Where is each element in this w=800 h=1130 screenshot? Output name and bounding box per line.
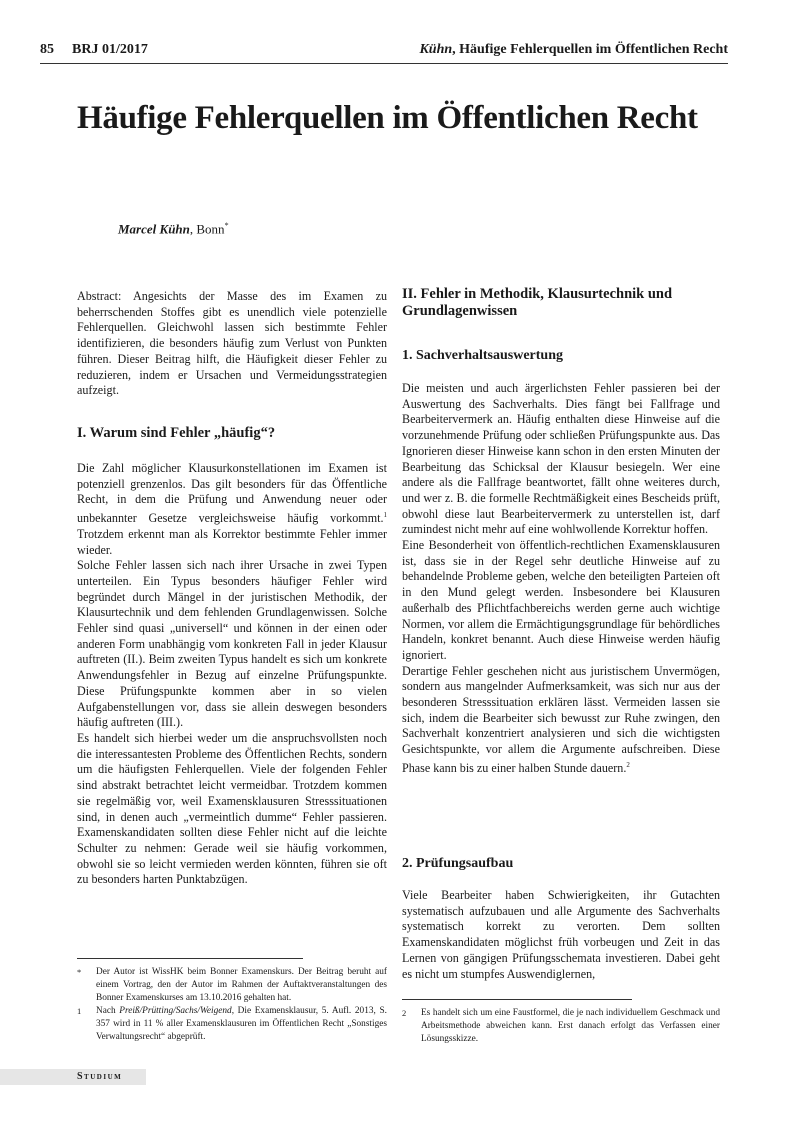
section-2-heading-block	[402, 286, 720, 320]
subsection-2-heading-block	[402, 856, 720, 872]
footnotes-left	[77, 966, 387, 1044]
footnotes-right	[402, 1007, 720, 1046]
footnote-text-pre: Nach	[96, 1006, 120, 1016]
footer-bar	[0, 1069, 146, 1085]
section-1-body	[77, 461, 387, 888]
footnote-ref-2[interactable]: 2	[626, 760, 630, 769]
section-1-p1-text: Die Zahl möglicher Klausurkonstellationen im Examen ist potenziell grenzenlos. Das gilt besonders für das Öffentliche Recht, in dem die Prüfung und Anwendung neuer oder unbekannter Gesetze vergleichsweise häufig vorkommt.	[77, 461, 387, 526]
subsection-2-heading: 2. Prüfungsaufbau	[402, 856, 514, 871]
subsection-1-p3-text: Derartige Fehler geschehen nicht aus juristischem Unvermögen, sondern aus mangelnder Aufmerksamkeit, was sich nur aus der besonderen Stresssituation erklären lässt. Vermeiden lassen sie sich, indem die Bearbeiter sich bewusst zur Ruhe zwingen, den Sachverhalt konzentriert analysieren und sich die wichtigsten Gesichtspunkte, vor allem die Argumente aufschreiben. Diese Phase kann bis zu einer halben Stunde dauern.	[402, 663, 720, 775]
footnote-text: Der Autor ist WissHK beim Bonner Examenskurs. Der Beitrag beruht auf einem Vortrag, den der Autor im Rahmen der Auftaktveranstaltungen des Bonner Examenskurses am 13.10.2016 gehalten hat.	[96, 967, 387, 1003]
section-1-heading-block	[77, 425, 387, 442]
section-2-heading: II. Fehler in Methodik, Klausurtechnik und Grundlagenwissen	[402, 286, 673, 319]
header-rule	[40, 63, 728, 64]
section-1-heading: I. Warum sind Fehler „häufig“?	[77, 425, 276, 441]
section-1-p1b-text: Trotzdem erkennt man als Korrektor bestimmte Fehler immer wieder.	[77, 526, 387, 557]
author-name: Marcel Kühn	[118, 221, 190, 237]
footnote-text: Es handelt sich um eine Faustformel, die je nach individuellem Geschmack und Arbeitsmethode abweichen kann. Erst danach erfolgt das Verfassen einer Lösungsskizze.	[421, 1008, 720, 1044]
footnote-ref-1[interactable]: 1	[383, 511, 387, 520]
footnote-item	[77, 1005, 387, 1044]
author-line	[118, 221, 229, 237]
journal-issue: BRJ 01/2017	[72, 42, 148, 57]
subsection-1-paragraph-2: Eine Besonderheit von öffentlich-rechtlichen Examensklausuren ist, dass sie in der Regel sehr deutliche Hinweise auf zu behandelnde Probleme geben, welche den beteiligten Parteien oft in den Mund gelegt werden. Insbesondere bei Klausuren außerhalb des Pflichtfachbereichs werden gerne auch wichtige Normen, vor allem die Ermächtigungsgrundlage für behördliches Handeln, konkret benannt. Auch diese Hinweise werden häufig ignoriert.	[402, 538, 720, 662]
subsection-1-paragraph-1: Die meisten und auch ärgerlichsten Fehler passieren bei der Auswertung des Sachverhalts. Dies fängt bei Fallfrage und Bearbeitervermerk an. Häufig enthalten diese Hinweise auf die vorzunehmende Prüfung oder schließen Prüfungspunkte aus. Das Ignorieren dieser Hinweise kann schon in den ersten Minuten der Bearbeitung das Schicksal der Klausur besiegeln. Wer eine andere als die Fallfrage beantwortet, fällt ohne weiteres durch, und wer z. B. die formelle Rechtmäßigkeit eines Bescheids prüft, obwohl diese laut Bearbeitervermerk zu unterstellen ist, darf zumindest nicht mehr auf eine wohlwollende Korrektur hoffen.	[402, 381, 720, 537]
footnote-rule-left	[77, 958, 303, 959]
running-title	[419, 42, 728, 58]
article-title: Häufige Fehlerquellen im Öffentlichen Recht	[77, 100, 698, 136]
section-1-paragraph-1	[77, 461, 387, 558]
footnote-item	[402, 1007, 720, 1046]
section-label-footer: Studium	[77, 1071, 123, 1082]
subsection-1-heading: 1. Sachverhaltsauswertung	[402, 348, 564, 363]
footnote-text-rest: , Die Examensklausur, 5. Aufl. 2013, S. 357 wird in 11 % aller Examensklausuren im Öffentlichen Recht „Sonstiges Verwaltungsrecht“ abgeprüft.	[96, 1006, 387, 1042]
running-author: Kühn	[419, 42, 453, 57]
subsection-1-paragraph-3	[402, 664, 720, 777]
footnote-mark: *	[77, 967, 82, 977]
subsection-2-body	[402, 888, 720, 982]
page-number: 85	[40, 42, 54, 57]
subsection-1-heading-block	[402, 348, 720, 364]
footnote-rule-right	[402, 999, 632, 1000]
abstract	[77, 289, 387, 399]
footnote-mark: 2	[402, 1008, 407, 1018]
section-1-paragraph-2: Solche Fehler lassen sich nach ihrer Ursache in zwei Typen unterteilen. Ein Typus besonders häufiger Fehler wird begründet durch Mängel in der juristischen Methodik, der Klausurtechnik und dem fehlenden Grundlagenwissen. Solche Fehler sind quasi „universell“ und können in der einen oder anderen Form unabhängig vom konkreten Fall in jeder Klausur auftreten (II.). Beim zweiten Typus handelt es sich um konkrete Anwendungsfehler in Bezug auf einzelne Prüfungspunkte. Diese Prüfungspunkte kommen aber in so vielen Aufgabenstellungen vor, dass sie allein deswegen besonders häufig auftreten (III.).	[77, 558, 387, 730]
running-title-text: , Häufige Fehlerquellen im Öffentlichen Recht	[452, 42, 728, 57]
author-footnote-mark: *	[224, 221, 229, 230]
running-header	[40, 42, 728, 62]
subsection-2-paragraph-1: Viele Bearbeiter haben Schwierigkeiten, ihr Gutachten systematisch aufzubauen und alle Argumente des Sachverhalts systematisch korrekt zu verorten. Dem sollten Examenskandidaten möglichst früh vorbeugen und Zeit in das Lernen von gängigen Prüfungsschemata investieren. Dabei geht es nicht um stumpfes Auswendiglernen,	[402, 888, 720, 981]
author-location: , Bonn	[189, 221, 225, 237]
abstract-text: Abstract: Angesichts der Masse des im Examen zu beherrschenden Stoffes gibt es unendlich viele potenzielle Fehlerquellen. Gleichwohl lassen sich bestimmte Fehler identifizieren, die besonders häufig zum Verlust von Punkten führen. Dieser Beitrag hilft, die Häufigkeit dieser Fehler zu reduzieren, indem er Ursachen und Vermeidungsstrategien aufzeigt.	[77, 289, 387, 398]
footnote-text	[96, 1005, 387, 1044]
footnote-authors: Preiß/Prütting/Sachs/Weigend	[119, 1006, 232, 1016]
footnote-mark: 1	[77, 1006, 82, 1016]
subsection-1-body	[402, 381, 720, 777]
section-1-paragraph-3: Es handelt sich hierbei weder um die anspruchsvollsten noch die interessantesten Probleme des Öffentlichen Rechts, sondern um die häufigsten Fehlerquellen. Viele der folgenden Fehler sind abstrakt betrachtet leicht vermeidbar. Trotzdem kommen sie regelmäßig vor, weil Examensklausuren Stresssituationen sind, in denen auch „vermeintlich dumme“ Fehler passieren. Examenskandidaten sollten diese Fehler nicht auf die leichte Schulter zu nehmen: Gerade weil sie häufig vorkommen, obwohl sie so leicht vermieden werden könnten, führen sie oft zu besonders harten Punktabzügen.	[77, 730, 387, 887]
footnote-item	[77, 966, 387, 1005]
